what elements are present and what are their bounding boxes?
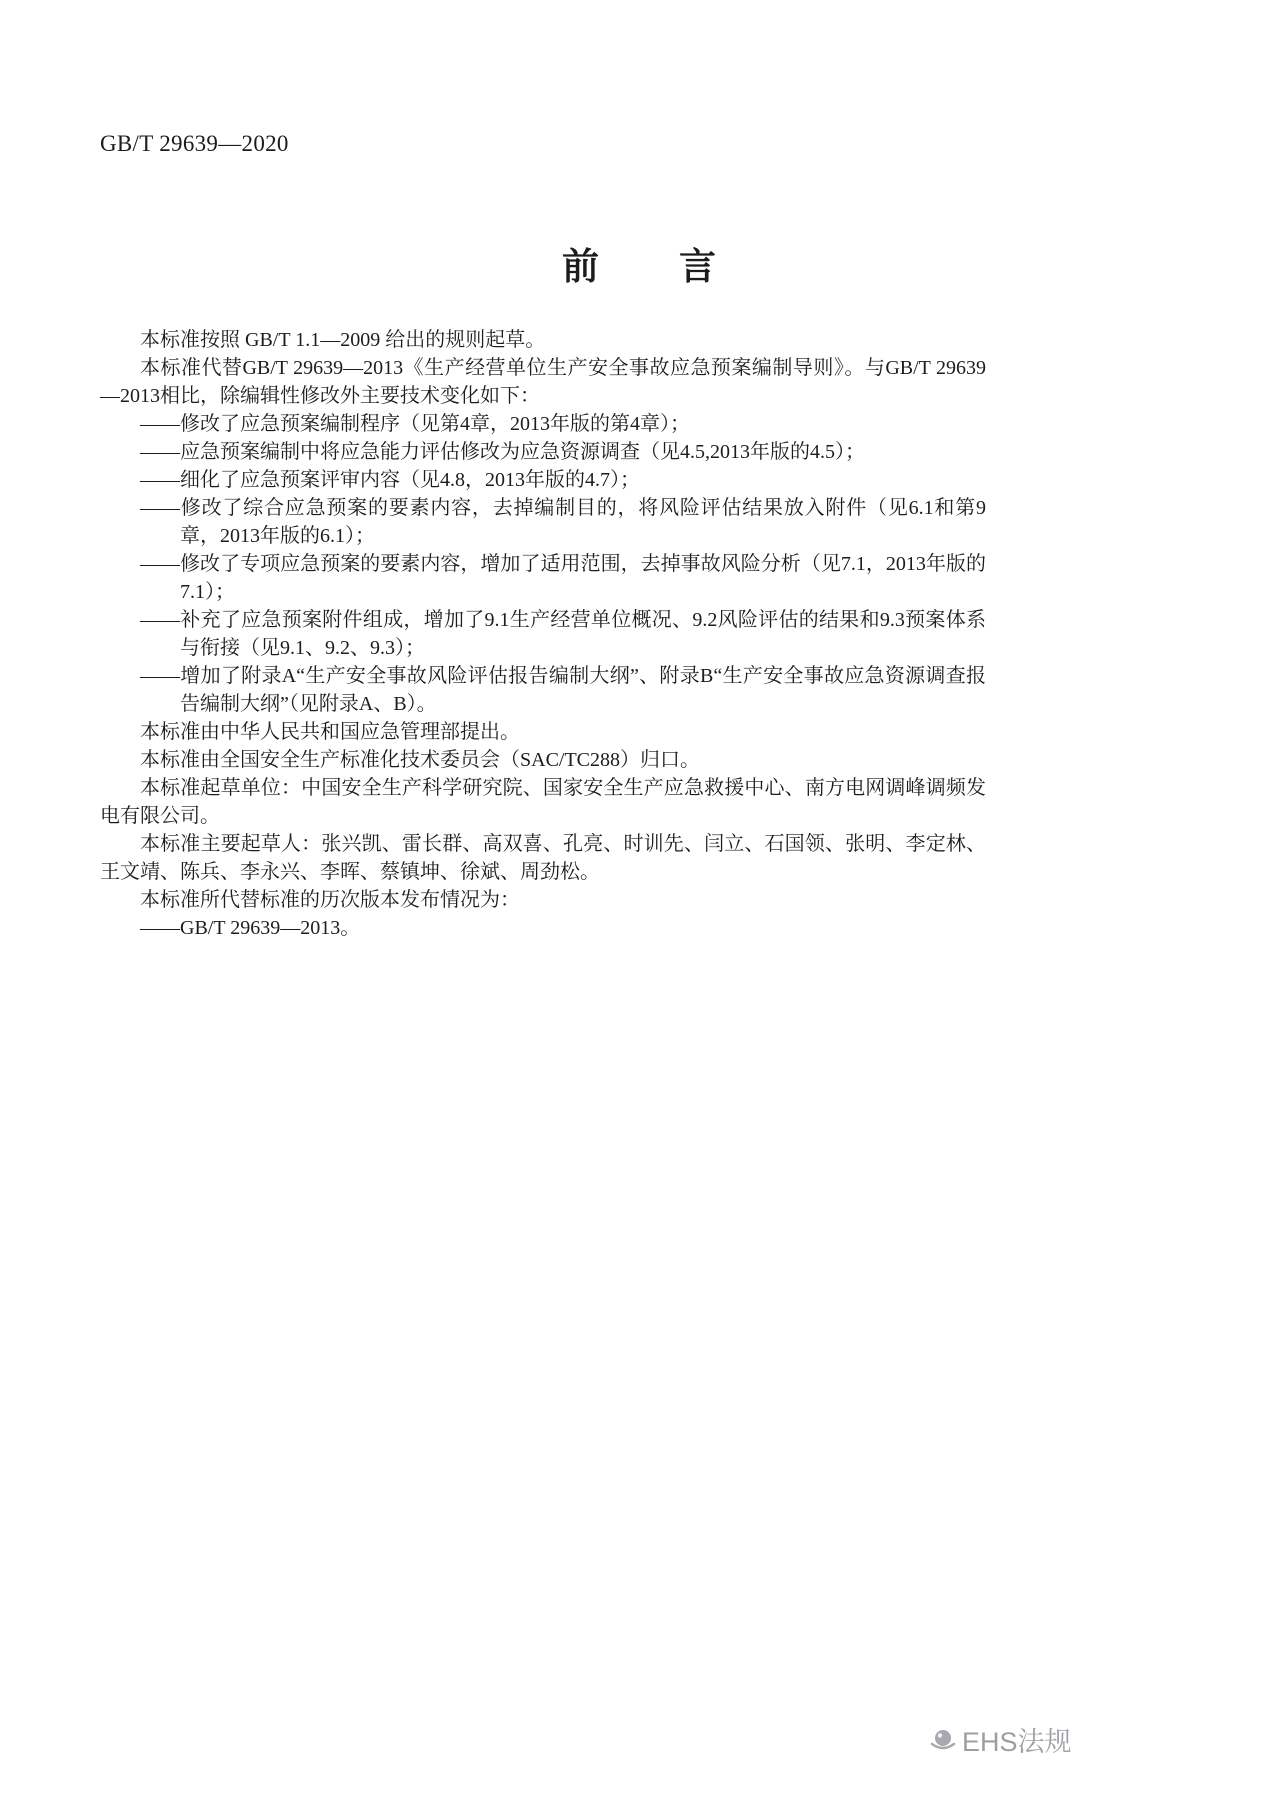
change-list-item: ——应急预案编制中将应急能力评估修改为应急资源调查（见4.5,2013年版的4.5）； bbox=[140, 441, 865, 463]
paragraph: 本标准起草单位：中国安全生产科学研究院、国家安全生产应急救援中心、南方电网调峰调频发电有限公司。 bbox=[100, 777, 986, 827]
ehs-logo-icon bbox=[928, 1725, 958, 1755]
page-title: 前 言 bbox=[562, 247, 718, 288]
paragraph: 本标准所代替标准的历次版本发布情况为： bbox=[140, 889, 520, 911]
watermark bbox=[928, 1720, 1072, 1759]
change-list-item: ——增加了附录A“生产安全事故风险评估报告编制大纲”、附录B“生产安全事故应急资源调查报告编制大纲”（见附录A、B）。 bbox=[140, 665, 986, 715]
paragraph: 本标准按照 GB/T 1.1—2009 给出的规则起草。 bbox=[140, 329, 546, 351]
change-list-item: ——补充了应急预案附件组成，增加了9.1生产经营单位概况、9.2风险评估的结果和9.3预案体系与衔接（见9.1、9.2、9.3）； bbox=[140, 609, 986, 659]
paragraph: 本标准主要起草人：张兴凯、雷长群、高双喜、孔亮、时训先、闫立、石国领、张明、李定林、王文靖、陈兵、李永兴、李晖、蔡镇坤、徐斌、周劲松。 bbox=[100, 833, 986, 883]
standard-number: GB/T 29639—2020 bbox=[100, 131, 289, 156]
foreword-body bbox=[100, 326, 986, 942]
change-list-item: ——修改了应急预案编制程序（见第4章，2013年版的第4章）； bbox=[140, 413, 690, 435]
paragraph: 本标准由中华人民共和国应急管理部提出。 bbox=[140, 721, 520, 743]
paragraph: 本标准代替GB/T 29639—2013《生产经营单位生产安全事故应急预案编制导则》。与GB/T 29639—2013相比，除编辑性修改外主要技术变化如下： bbox=[100, 357, 986, 407]
paragraph: ——GB/T 29639—2013。 bbox=[140, 917, 361, 939]
watermark-label: EHS法规 bbox=[962, 1727, 1072, 1757]
change-list-item: ——修改了综合应急预案的要素内容，去掉编制目的，将风险评估结果放入附件（见6.1和第9章，2013年版的6.1）； bbox=[140, 497, 986, 547]
change-list-item: ——修改了专项应急预案的要素内容，增加了适用范围，去掉事故风险分析（见7.1，2013年版的7.1）； bbox=[140, 553, 986, 603]
paragraph: 本标准由全国安全生产标准化技术委员会（SAC/TC288）归口。 bbox=[140, 749, 701, 771]
change-list-item: ——细化了应急预案评审内容（见4.8，2013年版的4.7）； bbox=[140, 469, 640, 491]
